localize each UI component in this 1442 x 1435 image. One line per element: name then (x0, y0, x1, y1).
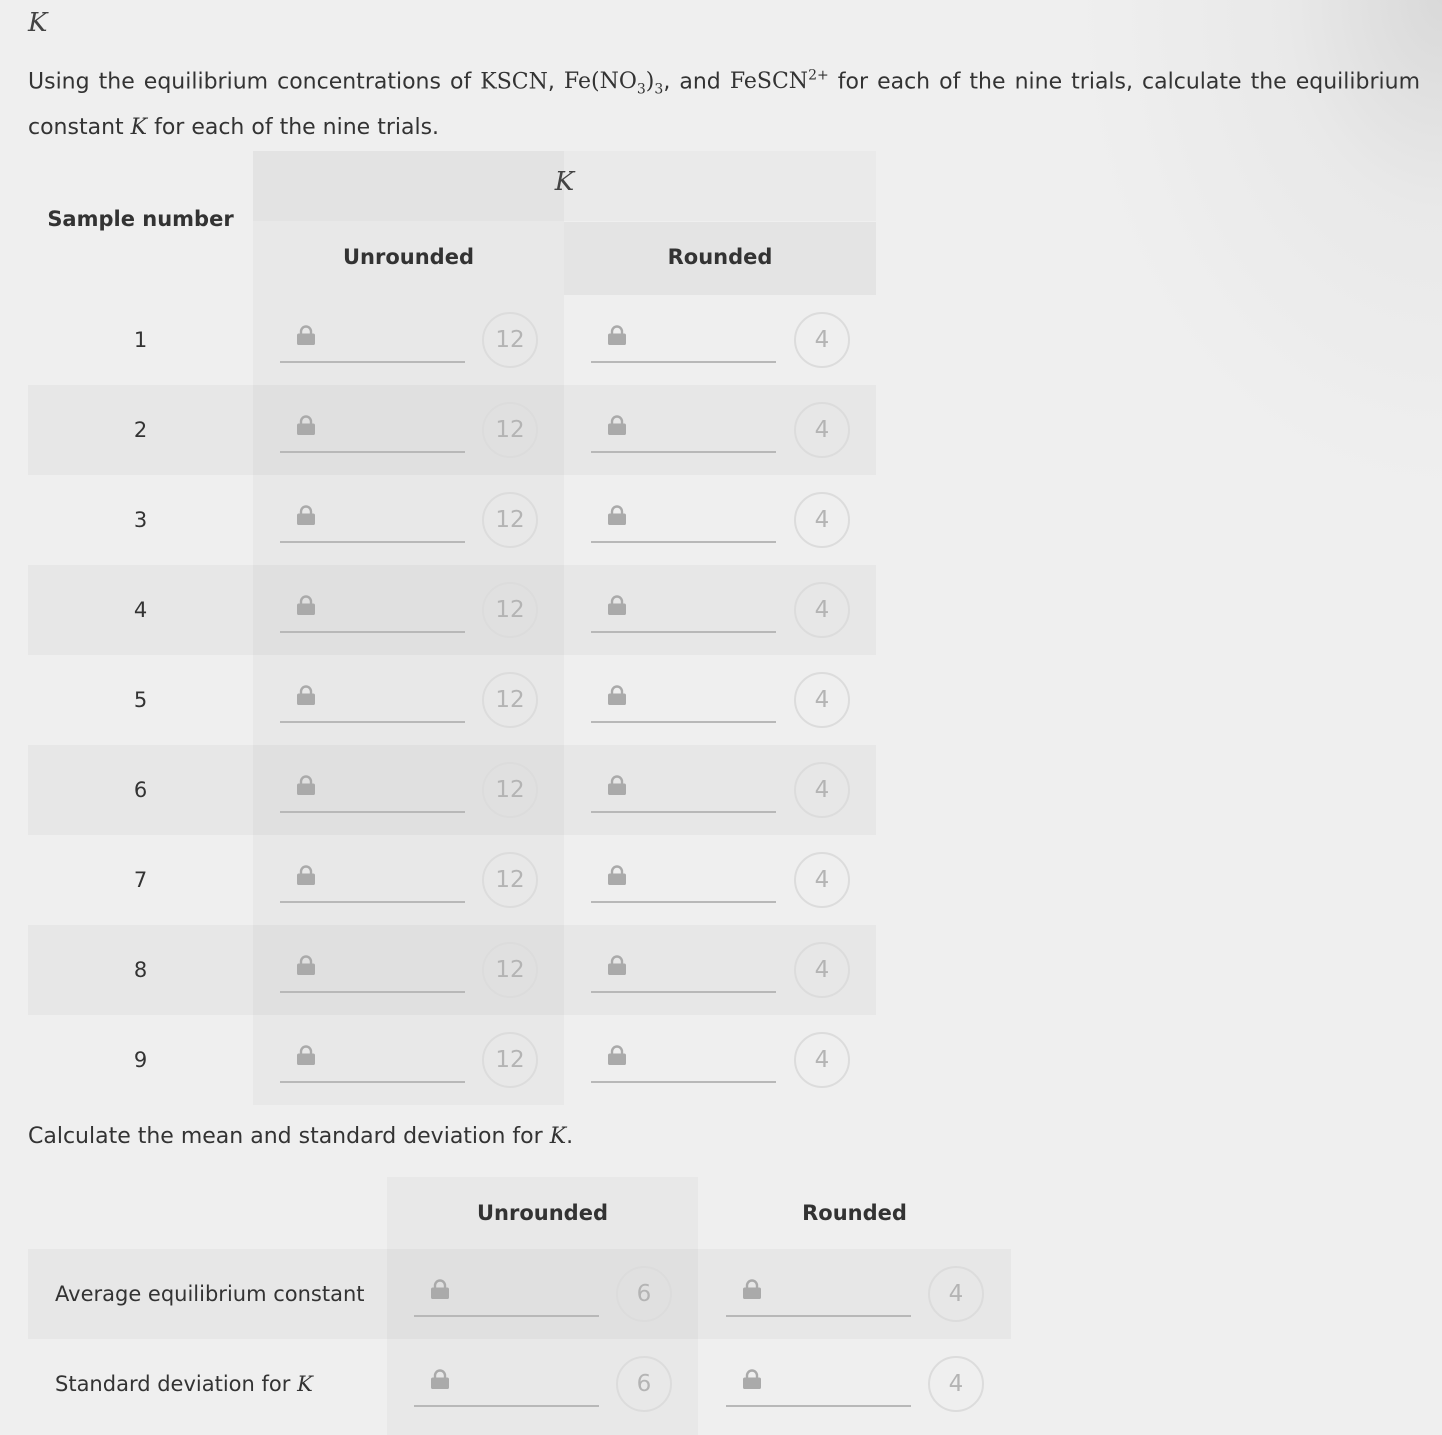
header-unrounded: Unrounded (343, 245, 474, 269)
rounded-k-answer-field[interactable] (591, 321, 776, 363)
header-rounded: Rounded (667, 245, 773, 269)
instructions-part-2: for each of the nine trials, calculate the equilibrium constant (28, 69, 1421, 140)
rounded-k-answer-field[interactable] (591, 501, 776, 543)
table-row (28, 835, 876, 925)
header-sample-number: Sample number (47, 207, 234, 231)
table-row (28, 475, 876, 565)
comma-and: , and (663, 69, 721, 95)
table-row (28, 565, 876, 655)
sample-number: 7 (133, 868, 148, 892)
statistics-table (28, 1177, 1011, 1435)
rounded-k-attempts-badge: 4 (794, 1032, 850, 1088)
period: . (566, 1124, 574, 1149)
rounded-k-cell (28, 835, 876, 925)
table-row (28, 1015, 876, 1105)
instructions-part-1: Using the equilibrium concentrations of (28, 69, 472, 95)
sample-number: 3 (133, 508, 148, 532)
section-title-k: K (28, 8, 48, 38)
lock-icon (608, 325, 626, 345)
lock-icon (608, 595, 626, 615)
rounded-k-answer-field[interactable] (591, 681, 776, 723)
unrounded-k-attempts-badge: 12 (482, 942, 538, 998)
rounded-k-answer-field[interactable] (591, 951, 776, 993)
sample-number: 8 (133, 958, 148, 982)
rounded-k-cell (28, 385, 876, 475)
lock-icon (608, 775, 626, 795)
unrounded-k-attempts-badge: 12 (482, 402, 538, 458)
lock-icon (743, 1279, 761, 1299)
stddev-k-unrounded-attempts-badge: 6 (616, 1356, 672, 1412)
close-paren: ) (645, 69, 655, 95)
rounded-k-attempts-badge: 4 (794, 672, 850, 728)
rounded-k-attempts-badge: 4 (794, 492, 850, 548)
stddev-k-rounded-answer-field[interactable] (726, 1365, 911, 1407)
rounded-k-cell (28, 655, 876, 745)
table-row (28, 385, 876, 475)
rounded-k-attempts-badge: 4 (794, 312, 850, 368)
rounded-k-attempts-badge: 4 (794, 762, 850, 818)
rounded-k-cell (28, 295, 876, 385)
average-k-rounded-attempts-badge: 4 (928, 1266, 984, 1322)
average-k-rounded-cell (28, 1249, 1011, 1339)
unrounded-k-attempts-badge: 12 (482, 672, 538, 728)
unrounded-k-attempts-badge: 12 (482, 492, 538, 548)
mean-stddev-instructions (28, 1124, 573, 1149)
symbol-k: K (549, 1124, 567, 1149)
lock-icon (608, 1045, 626, 1065)
sample-number: 6 (133, 778, 148, 802)
mean-stddev-text: Calculate the mean and standard deviation for (28, 1124, 543, 1149)
stddev-k-rounded-cell (28, 1339, 1011, 1429)
rounded-k-cell (28, 745, 876, 835)
table-row (28, 1249, 1011, 1339)
table-row (28, 925, 876, 1015)
rounded-k-cell (28, 925, 876, 1015)
average-k-unrounded-attempts-badge: 6 (616, 1266, 672, 1322)
instructions (28, 58, 1420, 146)
subscript-3: 3 (654, 81, 664, 98)
formula-fe-no3-3 (563, 69, 664, 98)
subscript-3: 3 (636, 81, 646, 98)
sample-number: 1 (133, 328, 148, 352)
lock-icon (743, 1369, 761, 1389)
sample-number: 4 (133, 598, 148, 622)
rounded-k-attempts-badge: 4 (794, 942, 850, 998)
average-k-rounded-answer-field[interactable] (726, 1275, 911, 1317)
rounded-k-cell (28, 565, 876, 655)
sample-number: 9 (133, 1048, 148, 1072)
rounded-k-answer-field[interactable] (591, 861, 776, 903)
table-row (28, 745, 876, 835)
instructions-part-3: for each of the nine trials. (154, 114, 440, 140)
table-row (28, 295, 876, 385)
stddev-k-rounded-attempts-badge: 4 (928, 1356, 984, 1412)
unrounded-k-attempts-badge: 12 (482, 582, 538, 638)
symbol-k: K (130, 114, 148, 140)
formula-kscn: KSCN (480, 69, 548, 95)
charge-superscript: 2+ (808, 68, 829, 84)
unrounded-k-attempts-badge: 12 (482, 312, 538, 368)
formula-fe-no3-text: Fe(NO (563, 69, 637, 95)
stddev-k-label-text: Standard deviation for (55, 1372, 291, 1396)
lock-icon (608, 685, 626, 705)
header-unrounded: Unrounded (477, 1201, 608, 1225)
unrounded-k-attempts-badge: 12 (482, 762, 538, 818)
rounded-k-cell (28, 475, 876, 565)
lock-icon (608, 955, 626, 975)
lock-icon (608, 505, 626, 525)
sample-number: 5 (133, 688, 148, 712)
formula-fescn (730, 69, 829, 94)
rounded-k-answer-field[interactable] (591, 771, 776, 813)
formula-fescn-text: FeSCN (729, 69, 809, 95)
unrounded-k-attempts-badge: 12 (482, 1032, 538, 1088)
table-row (28, 655, 876, 745)
table-row (28, 1339, 1011, 1429)
average-k-label-text: Average equilibrium constant (55, 1282, 365, 1306)
header-k: K (554, 167, 575, 197)
rounded-k-attempts-badge: 4 (794, 852, 850, 908)
rounded-k-attempts-badge: 4 (794, 582, 850, 638)
rounded-k-cell (28, 1015, 876, 1105)
rounded-k-answer-field[interactable] (591, 1041, 776, 1083)
lock-icon (608, 415, 626, 435)
lock-icon (608, 865, 626, 885)
rounded-k-attempts-badge: 4 (794, 402, 850, 458)
symbol-k: K (297, 1372, 313, 1396)
unrounded-k-attempts-badge: 12 (482, 852, 538, 908)
comma: , (547, 69, 555, 95)
sample-number: 2 (133, 418, 148, 442)
rounded-k-answer-field[interactable] (591, 591, 776, 633)
rounded-k-answer-field[interactable] (591, 411, 776, 453)
header-rounded: Rounded (802, 1201, 907, 1225)
